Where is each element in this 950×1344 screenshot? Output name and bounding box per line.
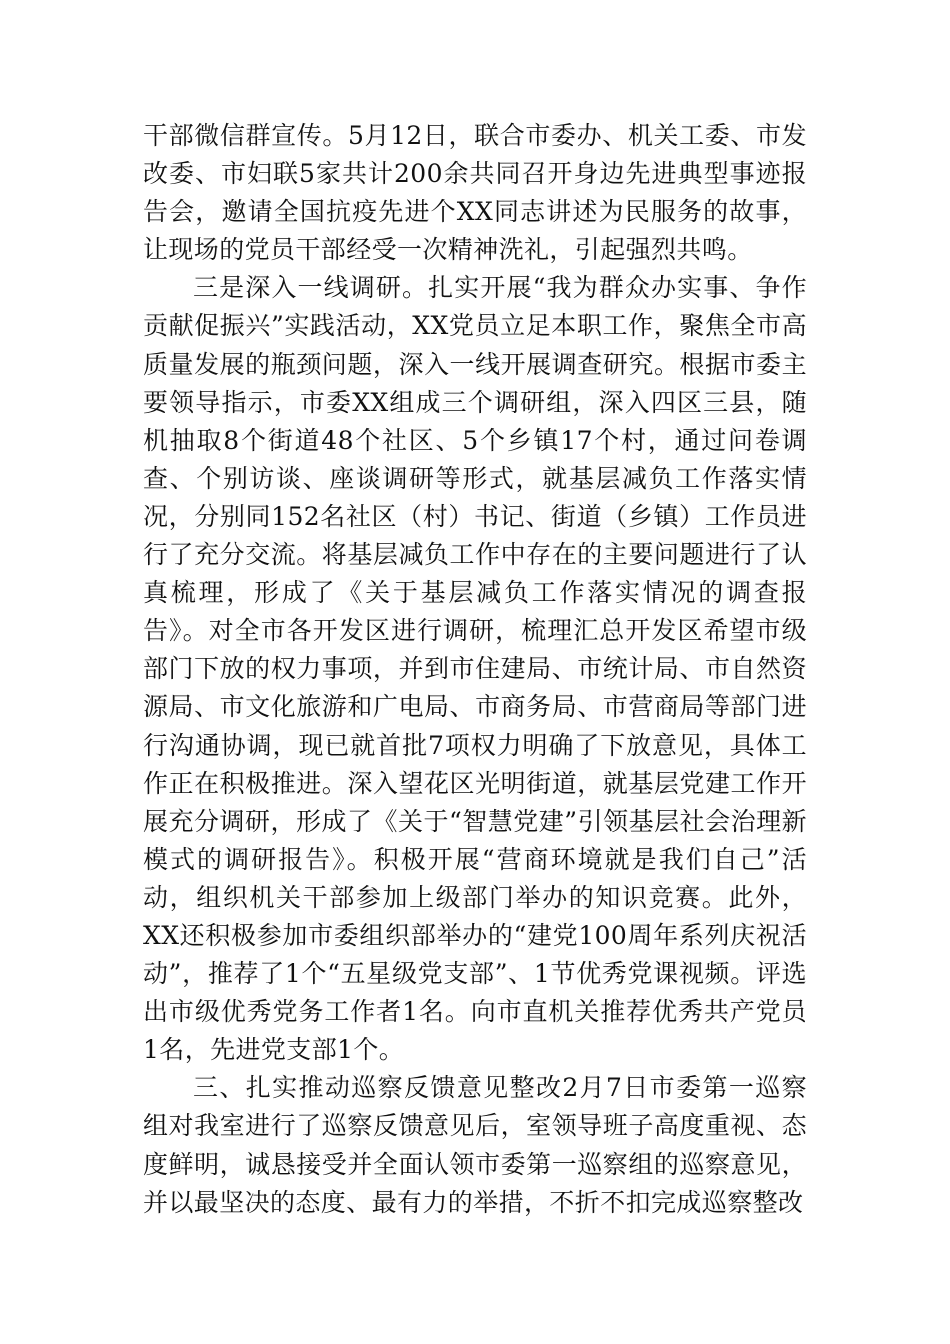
document-body — [143, 117, 807, 1222]
paragraph-field-research: 三是深入一线调研。扎实开展“我为群众办实事、争作贡献促振兴”实践活动，XX党员立足本职工作，聚焦全市高质量发展的瓶颈问题，深入一线开展调查研究。根据市委主要领导指示，市委XX组成三个调研组，深入四区三县，随机抽取8个街道48个社区、5个乡镇17个村，通过问卷调查、个别访谈、座谈调研等形式，就基层减负工作落实情况，分别同152名社区（村）书记、街道（乡镇）工作员进行了充分交流。将基层减负工作中存在的主要问题进行了认真梳理，形成了《关于基层减负工作落实情况的调查报告》。对全市各开发区进行调研，梳理汇总开发区希望市级部门下放的权力事项，并到市住建局、市统计局、市自然资源局、市文化旅游和广电局、市商务局、市营商局等部门进行沟通协调，现已就首批7项权力明确了下放意见，具体工作正在积极推进。深入望花区光明街道，就基层党建工作开展充分调研，形成了《关于“智慧党建”引领基层社会治理新模式的调研报告》。积极开展“营商环境就是我们自己”活动，组织机关干部参加上级部门举办的知识竞赛。此外，XX还积极参加市委组织部举办的“建党100周年系列庆祝活动”，推荐了1个“五星级党支部”、1节优秀党课视频。评选出市级优秀党务工作者1名。向市直机关推荐优秀共产党员1名，先进党支部1个。 — [143, 273, 807, 1065]
paragraph-inspection-rectification: 三、扎实推动巡察反馈意见整改2月7日市委第一巡察组对我室进行了巡察反馈意见后，室领导班子高度重视、态度鲜明，诚恳接受并全面认领市委第一巡察组的巡察意见，并以最坚决的态度、最有力的举措，不折不扣完成巡察整改 — [143, 1073, 807, 1217]
paragraph-continuation: 干部微信群宣传。5月12日，联合市委办、机关工委、市发改委、市妇联5家共计200余共同召开身边先进典型事迹报告会，邀请全国抗疫先进个XX同志讲述为民服务的故事，让现场的党员干部经受一次精神洗礼，引起强烈共鸣。 — [143, 121, 807, 265]
